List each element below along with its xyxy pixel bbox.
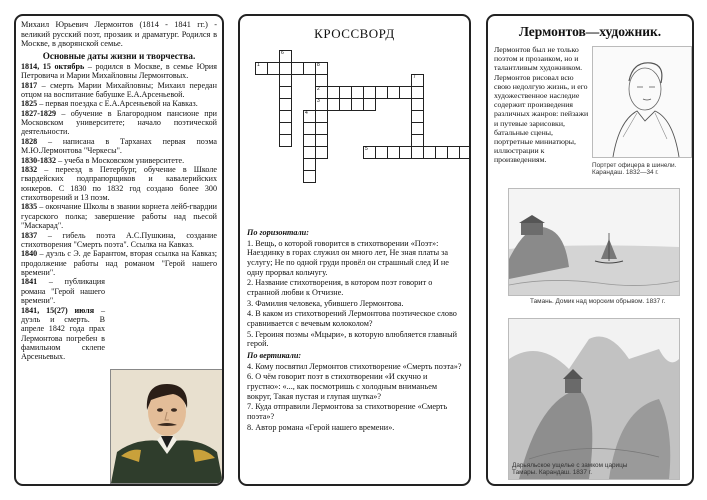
crossword-grid bbox=[247, 46, 462, 224]
artist-title: Лермонтов—художник. bbox=[518, 24, 662, 39]
event-item: 1841 – публикация романа "Герой нашего времени". bbox=[21, 277, 105, 306]
clue-item: 2. Название стихотворения, в котором поэт говорит о странной любви к Отчизне. bbox=[247, 278, 433, 298]
events-list bbox=[21, 62, 217, 278]
cell-number: 6 bbox=[281, 50, 284, 56]
events-wrap bbox=[21, 277, 105, 361]
cell-number: 5 bbox=[365, 146, 368, 152]
artist-panel bbox=[486, 14, 694, 486]
artist-text: Лермонтов был не только поэтом и прозаиком, но и талантливым художником. Лермонтов рисовал всю свою недолгую жизнь, и его художественное наследие содержит произведения различных жанров: пейзажи и путевые зарисовки, батальные сцены, портретные миниатюры, иллюстрации к произведениям. bbox=[494, 45, 589, 165]
event-item: 1830-1832 – учеба в Московском университете. bbox=[21, 155, 185, 165]
cell-number: 4 bbox=[305, 110, 308, 116]
officer-sketch bbox=[592, 46, 692, 158]
crossword-cell[interactable] bbox=[399, 86, 412, 99]
crossword-cell[interactable] bbox=[363, 98, 376, 111]
biography-intro: Михаил Юрьевич Лермонтов (1814 - 1841 гг.) - великий русский поэт, прозаик и драматург. Родился в Москве, в дворянской семье. bbox=[21, 20, 217, 49]
clue-item: 4. В каком из стихотворений Лермонтова поэтическое слово сравнивается с вечевым колоколом? bbox=[247, 309, 457, 329]
crossword-cell[interactable] bbox=[303, 170, 316, 183]
event-item: 1835 – окончание Школы в звании корнета лейб-гвардии гусарского полка; завершение работы над пьесой "Маскарад". bbox=[21, 202, 217, 231]
event-item: 1840 – дуэль с Э. де Барантом, вторая ссылка на Кавказ; продолжение работы над романом "Герой нашего времени". bbox=[21, 249, 217, 278]
caption-taman: Тамань. Домик над морским обрывом. 1837 г. bbox=[530, 298, 666, 305]
clue-item: 8. Автор романа «Герой нашего времени». bbox=[247, 422, 395, 432]
crossword-cell[interactable] bbox=[459, 146, 471, 159]
event-item: 1825 – первая поездка с Е.А.Арсеньевой на Кавказ. bbox=[21, 99, 198, 109]
crossword-cell[interactable] bbox=[399, 146, 412, 159]
dates-heading: Основные даты жизни и творчества. bbox=[42, 50, 196, 61]
lermontov-portrait bbox=[110, 369, 224, 484]
crossword-cell[interactable] bbox=[279, 134, 292, 147]
cell-number: 2 bbox=[317, 86, 320, 92]
event-item: 1841, 15(27) июля – дуэль и смерть. В апреле 1842 года прах Лермонтова погребен в фамильном склепе Арсеньевых. bbox=[21, 305, 106, 362]
event-item: 1837 – гибель поэта А.С.Пушкина, создание стихотворения "Смерть поэта". Ссылка на Кавказ. bbox=[21, 230, 217, 249]
cell-number: 8 bbox=[317, 62, 320, 68]
caption-officer: Портрет офицера в шинели. Карандаш. 1832—34 г. bbox=[592, 162, 677, 177]
crossword-cell[interactable] bbox=[267, 62, 280, 75]
crossword-cell[interactable] bbox=[315, 146, 328, 159]
daryal-drawing bbox=[508, 318, 680, 480]
clue-item: 6. О чём говорит поэт в стихотворении «И скучно и грустно»: «..., как посмотришь с холодным вниманьем вокруг, Такая пустая и глупая шутка»? bbox=[247, 372, 438, 401]
cell-number: 7 bbox=[413, 74, 416, 80]
clue-item: 5. Героиня поэмы «Мцыри», в которую влюбляется главный герой. bbox=[247, 329, 457, 349]
event-item: 1827-1829 – обучение в Благородном пансионе при Московском университете; начало поэтической деятельности. bbox=[21, 108, 217, 137]
event-item: 1817 – смерть Марии Михайловны; Михаил передан отцом на воспитание бабушке Е.А.Арсеньевой. bbox=[21, 80, 217, 99]
crossword-title: КРОССВОРД bbox=[314, 26, 395, 41]
event-item: 1832 – переезд в Петербург, обучение в Школе гвардейских подпрапорщиков и кавалерийских юнкеров. С 1830 по 1832 год создано более 300 стихотворений и 13 поэм. bbox=[21, 164, 217, 203]
biography-panel bbox=[14, 14, 224, 486]
vertical-heading: По вертикали: bbox=[247, 351, 302, 361]
clue-item: 3. Фамилия человека, убившего Лермонтова. bbox=[247, 298, 404, 308]
clue-item: 4. Кому посвятил Лермонтов стихотворение «Смерть поэта»? bbox=[247, 361, 462, 371]
clue-item: 7. Куда отправили Лермонтова за стихотворение «Смерть поэта»? bbox=[247, 402, 448, 422]
clue-item: 1. Вещь, о которой говорится в стихотворении «Поэт»: Наездинку в горах служил он много лет, Не зная платы за услугу; Не по одной груди провёл он страшный след И не одну прорвал кольчугу. bbox=[247, 238, 449, 277]
crossword-clues bbox=[247, 228, 462, 432]
caption-daryal: Дарьяльское ущелье с замком царицы Тамары. Карандаш. 1837 г. bbox=[512, 462, 628, 477]
horizontal-heading: По горизонтали: bbox=[247, 228, 309, 237]
horizontal-clues bbox=[247, 239, 462, 349]
event-item: 1828 – написана в Тарханах первая поэма М.Ю.Лермонтова "Черкесы". bbox=[21, 136, 217, 156]
cell-number: 3 bbox=[317, 98, 320, 104]
crossword-panel bbox=[238, 14, 471, 486]
taman-drawing bbox=[508, 188, 680, 296]
vertical-clues bbox=[247, 362, 462, 433]
cell-number: 1 bbox=[257, 62, 260, 68]
event-item: 1814, 15 октябрь – родился в Москве, в семье Юрия Петровича и Марии Михайловны Лермонтовых. bbox=[21, 61, 217, 81]
